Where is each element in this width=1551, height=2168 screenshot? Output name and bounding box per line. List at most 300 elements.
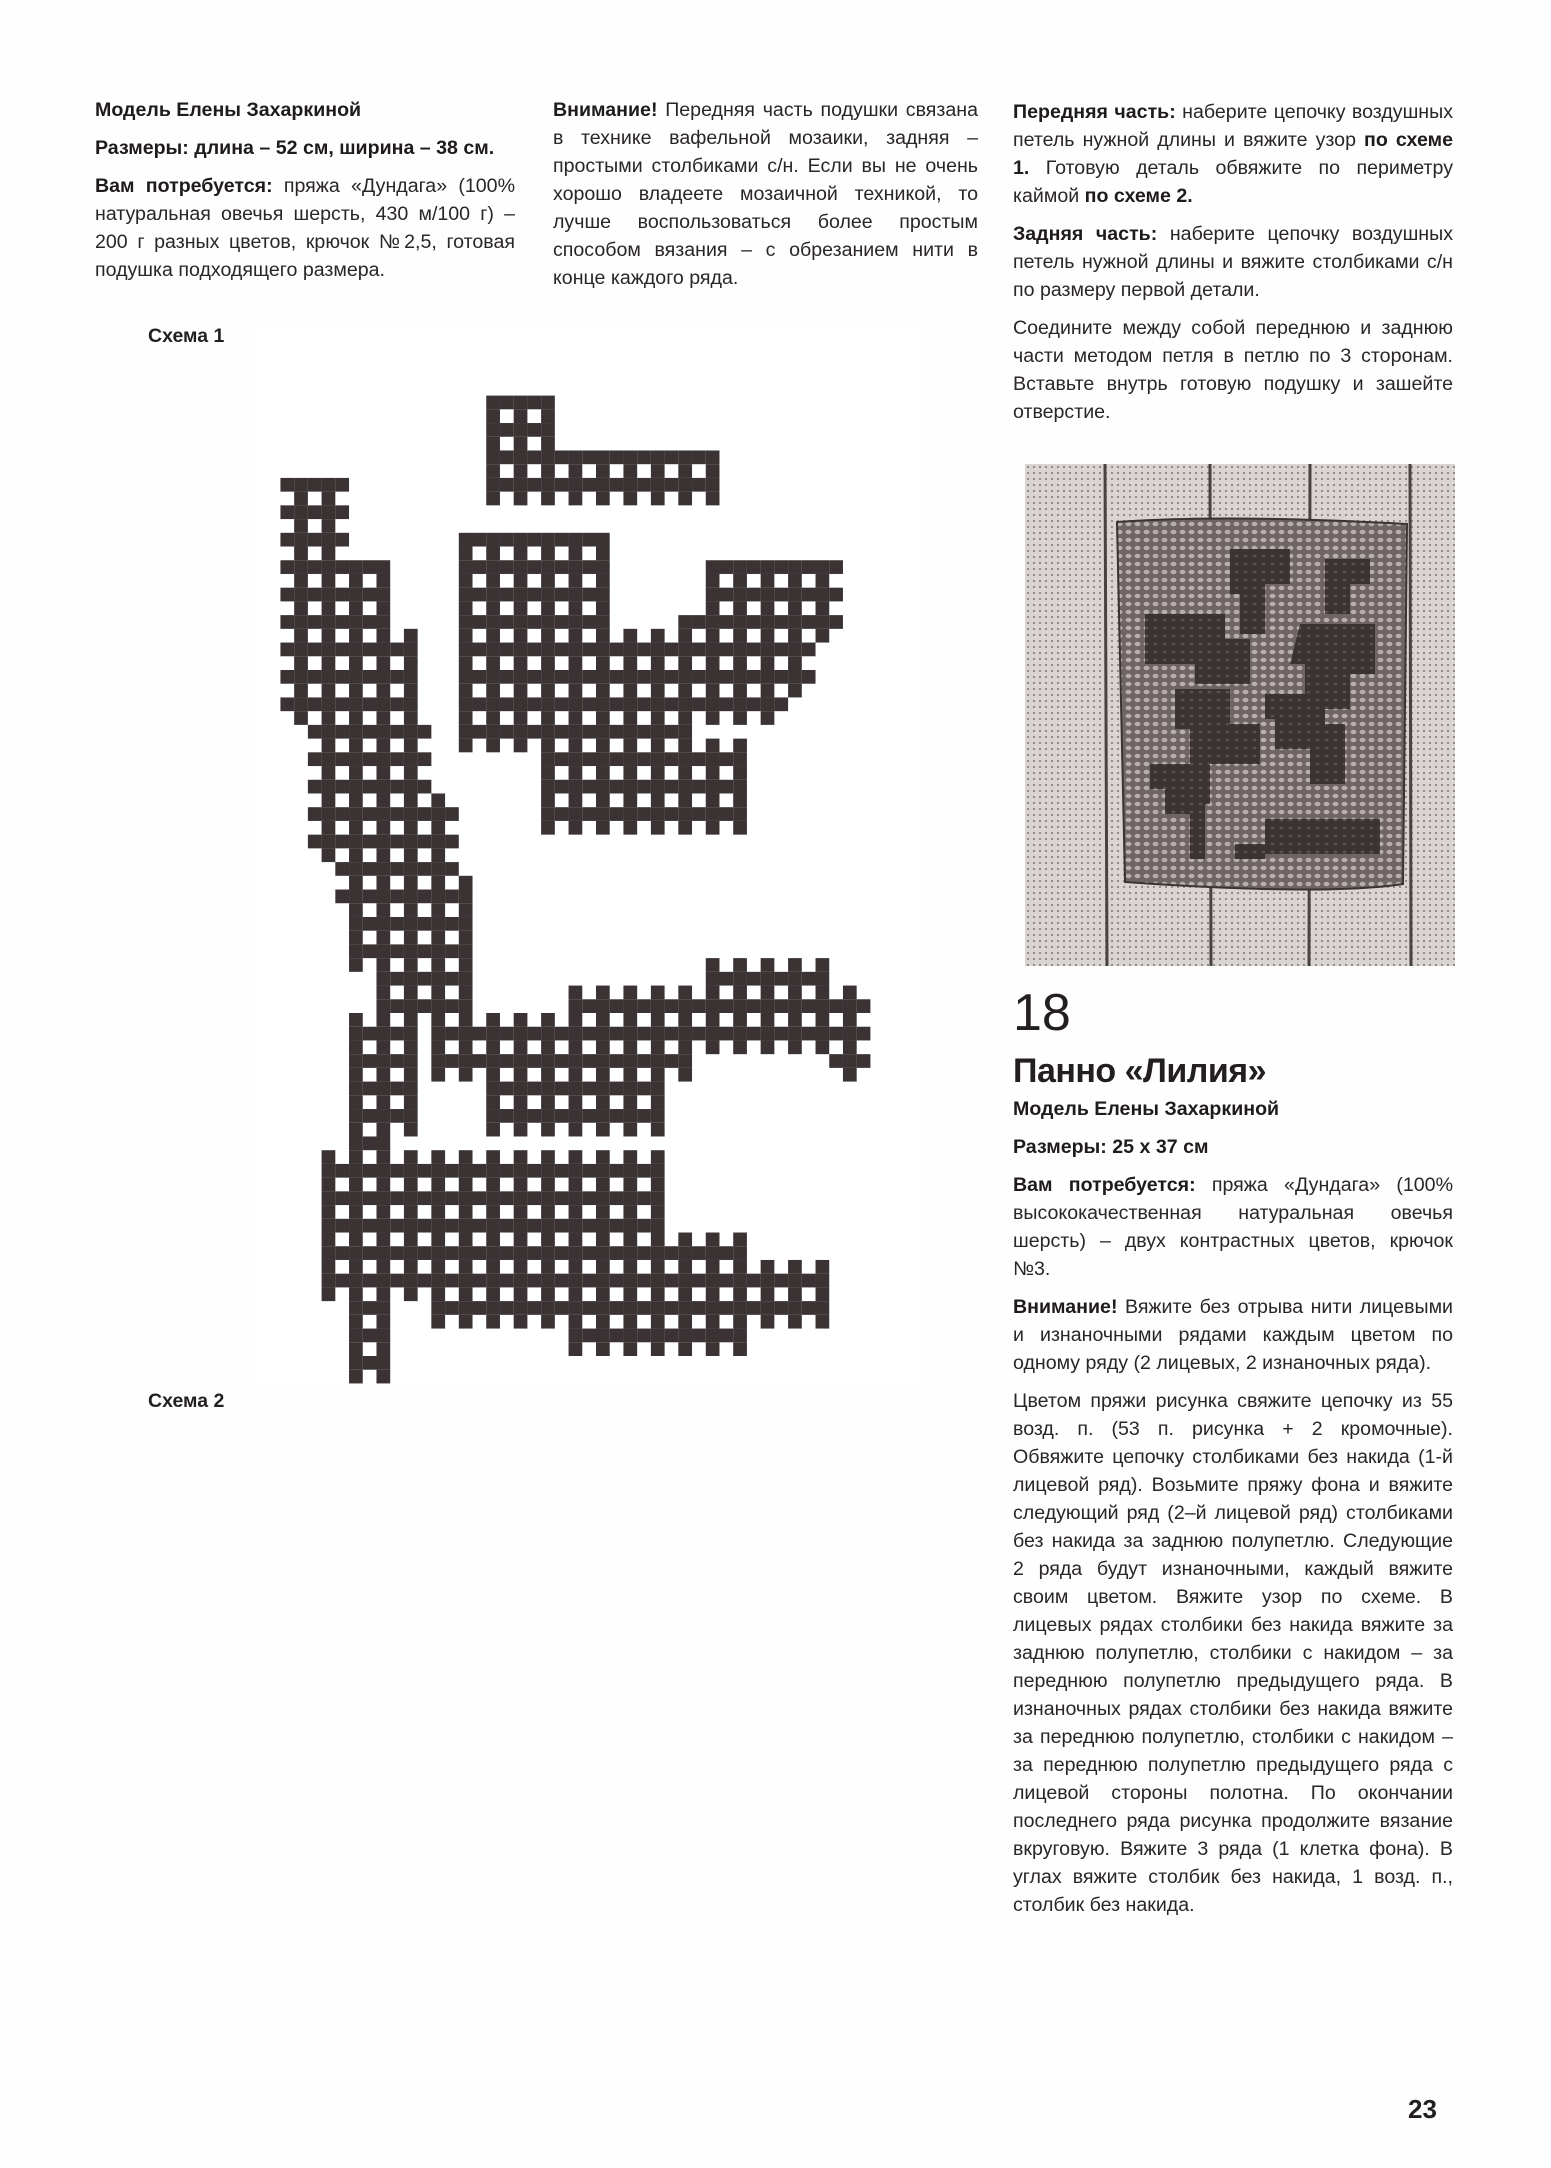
filled-cell bbox=[596, 739, 610, 753]
filled-cell bbox=[569, 1329, 583, 1343]
filled-cell bbox=[541, 1246, 555, 1260]
filled-cell bbox=[610, 670, 624, 684]
filled-cell bbox=[486, 601, 500, 615]
filled-cell bbox=[376, 574, 390, 588]
filled-cell bbox=[678, 999, 692, 1013]
filled-cell bbox=[418, 807, 432, 821]
filled-cell bbox=[376, 1068, 390, 1082]
filled-cell bbox=[665, 450, 679, 464]
filled-cell bbox=[651, 1315, 665, 1329]
filled-cell bbox=[541, 807, 555, 821]
filled-cell bbox=[596, 766, 610, 780]
filled-cell bbox=[514, 437, 528, 451]
filled-cell bbox=[376, 903, 390, 917]
filled-cell bbox=[582, 478, 596, 492]
filled-cell bbox=[706, 656, 720, 670]
filled-cell bbox=[582, 1109, 596, 1123]
filled-cell bbox=[527, 1054, 541, 1068]
filled-cell bbox=[404, 1068, 418, 1082]
filled-cell bbox=[473, 1191, 487, 1205]
filled-cell bbox=[623, 1095, 637, 1109]
filled-cell bbox=[308, 835, 322, 849]
filled-cell bbox=[596, 684, 610, 698]
filled-cell bbox=[788, 958, 802, 972]
filled-cell bbox=[376, 807, 390, 821]
filled-cell bbox=[733, 697, 747, 711]
filled-cell bbox=[486, 670, 500, 684]
filled-cell bbox=[363, 890, 377, 904]
filled-cell bbox=[376, 780, 390, 794]
filled-cell bbox=[349, 684, 363, 698]
filled-cell bbox=[294, 560, 308, 574]
project-attention-label: Внимание! bbox=[1013, 1296, 1118, 1318]
filled-cell bbox=[376, 944, 390, 958]
filled-cell bbox=[610, 1219, 624, 1233]
filled-cell bbox=[733, 1301, 747, 1315]
filled-cell bbox=[376, 1205, 390, 1219]
filled-cell bbox=[665, 670, 679, 684]
filled-cell bbox=[376, 1315, 390, 1329]
filled-cell bbox=[404, 917, 418, 931]
filled-cell bbox=[788, 560, 802, 574]
filled-cell bbox=[582, 1164, 596, 1178]
filled-cell bbox=[459, 876, 473, 890]
project-title: Панно «Лилия» bbox=[1013, 1052, 1267, 1090]
filled-cell bbox=[623, 1205, 637, 1219]
filled-cell bbox=[637, 1054, 651, 1068]
filled-cell bbox=[582, 1082, 596, 1096]
filled-cell bbox=[665, 1274, 679, 1288]
filled-cell bbox=[349, 1027, 363, 1041]
filled-cell bbox=[418, 1274, 432, 1288]
filled-cell bbox=[294, 643, 308, 657]
filled-cell bbox=[623, 821, 637, 835]
filled-cell bbox=[459, 684, 473, 698]
filled-cell bbox=[514, 1013, 528, 1027]
filled-cell bbox=[651, 1205, 665, 1219]
project-sizes: Размеры: 25 х 37 см bbox=[1013, 1136, 1209, 1158]
filled-cell bbox=[569, 725, 583, 739]
filled-cell bbox=[349, 615, 363, 629]
filled-cell bbox=[774, 1301, 788, 1315]
filled-cell bbox=[829, 999, 843, 1013]
filled-cell bbox=[582, 1027, 596, 1041]
filled-cell bbox=[404, 656, 418, 670]
filled-cell bbox=[569, 1068, 583, 1082]
filled-cell bbox=[719, 697, 733, 711]
filled-cell bbox=[363, 615, 377, 629]
filled-cell bbox=[582, 560, 596, 574]
filled-cell bbox=[459, 1301, 473, 1315]
filled-cell bbox=[802, 615, 816, 629]
filled-cell bbox=[514, 725, 528, 739]
filled-cell bbox=[376, 697, 390, 711]
filled-cell bbox=[678, 615, 692, 629]
filled-cell bbox=[569, 821, 583, 835]
filled-cell bbox=[349, 876, 363, 890]
filled-cell bbox=[541, 656, 555, 670]
filled-cell bbox=[541, 725, 555, 739]
filled-cell bbox=[376, 1040, 390, 1054]
filled-cell bbox=[486, 409, 500, 423]
filled-cell bbox=[349, 1068, 363, 1082]
filled-cell bbox=[678, 697, 692, 711]
filled-cell bbox=[418, 1219, 432, 1233]
filled-cell bbox=[404, 1027, 418, 1041]
filled-cell bbox=[349, 807, 363, 821]
filled-cell bbox=[514, 643, 528, 657]
filled-cell bbox=[473, 533, 487, 547]
filled-cell bbox=[651, 1287, 665, 1301]
filled-cell bbox=[486, 1013, 500, 1027]
filled-cell bbox=[486, 697, 500, 711]
filled-cell bbox=[431, 958, 445, 972]
filled-cell bbox=[706, 752, 720, 766]
filled-cell bbox=[486, 547, 500, 561]
filled-cell bbox=[582, 643, 596, 657]
filled-cell bbox=[541, 1287, 555, 1301]
filled-cell bbox=[555, 670, 569, 684]
filled-cell bbox=[651, 1054, 665, 1068]
filled-cell bbox=[349, 793, 363, 807]
filled-cell bbox=[445, 972, 459, 986]
filled-cell bbox=[431, 1233, 445, 1247]
filled-cell bbox=[569, 450, 583, 464]
filled-cell bbox=[431, 1054, 445, 1068]
filled-cell bbox=[719, 1329, 733, 1343]
filled-cell bbox=[678, 780, 692, 794]
filled-cell bbox=[651, 1274, 665, 1288]
filled-cell bbox=[541, 1068, 555, 1082]
filled-cell bbox=[541, 588, 555, 602]
filled-cell bbox=[541, 547, 555, 561]
filled-cell bbox=[733, 1287, 747, 1301]
filled-cell bbox=[514, 464, 528, 478]
filled-cell bbox=[733, 588, 747, 602]
filled-cell bbox=[623, 711, 637, 725]
filled-cell bbox=[788, 615, 802, 629]
filled-cell bbox=[486, 396, 500, 410]
filled-cell bbox=[761, 601, 775, 615]
filled-cell bbox=[349, 601, 363, 615]
filled-cell bbox=[349, 1178, 363, 1192]
filled-cell bbox=[390, 1164, 404, 1178]
filled-cell bbox=[678, 684, 692, 698]
filled-cell bbox=[569, 601, 583, 615]
filled-cell bbox=[514, 601, 528, 615]
filled-cell bbox=[527, 450, 541, 464]
filled-cell bbox=[651, 1301, 665, 1315]
filled-cell bbox=[569, 684, 583, 698]
attention-text: Передняя часть подушки связана в технике вафельной мозаики, задняя – простыми столбиками с/н. Если вы не очень хорошо владеете мозаичной техникой, то лучше воспользоваться более простым способом вязания – с обрезанием нити в конце каждого ряда. bbox=[553, 99, 978, 289]
filled-cell bbox=[541, 1013, 555, 1027]
filled-cell bbox=[569, 656, 583, 670]
filled-cell bbox=[761, 670, 775, 684]
filled-cell bbox=[555, 560, 569, 574]
filled-cell bbox=[555, 752, 569, 766]
filled-cell bbox=[349, 1150, 363, 1164]
filled-cell bbox=[335, 560, 349, 574]
filled-cell bbox=[459, 999, 473, 1013]
filled-cell bbox=[335, 478, 349, 492]
filled-cell bbox=[774, 697, 788, 711]
filled-cell bbox=[514, 656, 528, 670]
filled-cell bbox=[788, 1315, 802, 1329]
filled-cell bbox=[322, 1233, 336, 1247]
filled-cell bbox=[486, 1315, 500, 1329]
filled-cell bbox=[363, 1329, 377, 1343]
filled-cell bbox=[349, 1164, 363, 1178]
filled-cell bbox=[376, 1027, 390, 1041]
filled-cell bbox=[733, 972, 747, 986]
filled-cell bbox=[678, 1040, 692, 1054]
filled-cell bbox=[486, 656, 500, 670]
filled-cell bbox=[363, 588, 377, 602]
filled-cell bbox=[404, 1219, 418, 1233]
filled-cell bbox=[363, 697, 377, 711]
filled-cell bbox=[514, 1233, 528, 1247]
filled-cell bbox=[637, 1246, 651, 1260]
filled-cell bbox=[761, 1315, 775, 1329]
filled-cell bbox=[376, 793, 390, 807]
filled-cell bbox=[665, 752, 679, 766]
filled-cell bbox=[349, 711, 363, 725]
filled-cell bbox=[514, 1301, 528, 1315]
filled-cell bbox=[569, 1164, 583, 1178]
filled-cell bbox=[376, 1329, 390, 1343]
filled-cell bbox=[390, 890, 404, 904]
filled-cell bbox=[445, 1246, 459, 1260]
filled-cell bbox=[596, 1191, 610, 1205]
filled-cell bbox=[706, 972, 720, 986]
filled-cell bbox=[445, 1274, 459, 1288]
filled-cell bbox=[555, 1082, 569, 1096]
filled-cell bbox=[596, 1164, 610, 1178]
filled-cell bbox=[527, 1109, 541, 1123]
filled-cell bbox=[322, 643, 336, 657]
filled-cell bbox=[280, 478, 294, 492]
filled-cell bbox=[335, 752, 349, 766]
filled-cell bbox=[706, 1329, 720, 1343]
filled-cell bbox=[596, 1178, 610, 1192]
filled-cell bbox=[431, 1191, 445, 1205]
filled-cell bbox=[596, 533, 610, 547]
filled-cell bbox=[678, 766, 692, 780]
filled-cell bbox=[486, 629, 500, 643]
filled-cell bbox=[527, 423, 541, 437]
filled-cell bbox=[706, 711, 720, 725]
filled-cell bbox=[322, 1219, 336, 1233]
filled-cell bbox=[541, 1150, 555, 1164]
filled-cell bbox=[843, 1013, 857, 1027]
filled-cell bbox=[569, 547, 583, 561]
filled-cell bbox=[335, 835, 349, 849]
filled-cell bbox=[692, 697, 706, 711]
filled-cell bbox=[486, 588, 500, 602]
filled-cell bbox=[376, 1123, 390, 1137]
filled-cell bbox=[569, 1246, 583, 1260]
filled-cell bbox=[459, 931, 473, 945]
filled-cell bbox=[459, 1246, 473, 1260]
filled-cell bbox=[280, 533, 294, 547]
filled-cell bbox=[500, 643, 514, 657]
filled-cell bbox=[376, 766, 390, 780]
filled-cell bbox=[459, 588, 473, 602]
filled-cell bbox=[610, 1329, 624, 1343]
filled-cell bbox=[445, 1164, 459, 1178]
filled-cell bbox=[596, 1315, 610, 1329]
filled-cell bbox=[363, 1301, 377, 1315]
filled-cell bbox=[733, 986, 747, 1000]
filled-cell bbox=[569, 588, 583, 602]
filled-cell bbox=[747, 1274, 761, 1288]
filled-cell bbox=[431, 1027, 445, 1041]
filled-cell bbox=[596, 601, 610, 615]
filled-cell bbox=[610, 1109, 624, 1123]
filled-cell bbox=[431, 1274, 445, 1288]
filled-cell bbox=[733, 999, 747, 1013]
filled-cell bbox=[363, 1027, 377, 1041]
filled-cell bbox=[376, 1164, 390, 1178]
filled-cell bbox=[747, 560, 761, 574]
filled-cell bbox=[569, 629, 583, 643]
filled-cell bbox=[500, 1027, 514, 1041]
filled-cell bbox=[555, 780, 569, 794]
filled-cell bbox=[761, 560, 775, 574]
filled-cell bbox=[431, 1150, 445, 1164]
filled-cell bbox=[486, 437, 500, 451]
filled-cell bbox=[733, 1329, 747, 1343]
filled-cell bbox=[569, 1013, 583, 1027]
filled-cell bbox=[541, 670, 555, 684]
filled-cell bbox=[637, 643, 651, 657]
front-part-bold-2: по схеме 2. bbox=[1084, 185, 1193, 207]
filled-cell bbox=[569, 643, 583, 657]
filled-cell bbox=[376, 588, 390, 602]
filled-cell bbox=[541, 1040, 555, 1054]
filled-cell bbox=[555, 697, 569, 711]
filled-cell bbox=[376, 656, 390, 670]
filled-cell bbox=[623, 766, 637, 780]
filled-cell bbox=[404, 1013, 418, 1027]
filled-cell bbox=[706, 1342, 720, 1356]
filled-cell bbox=[802, 643, 816, 657]
filled-cell bbox=[733, 739, 747, 753]
filled-cell bbox=[596, 450, 610, 464]
filled-cell bbox=[678, 464, 692, 478]
filled-cell bbox=[500, 1109, 514, 1123]
filled-cell bbox=[733, 615, 747, 629]
filled-cell bbox=[363, 944, 377, 958]
filled-cell bbox=[555, 533, 569, 547]
filled-cell bbox=[322, 1164, 336, 1178]
filled-cell bbox=[294, 505, 308, 519]
filled-cell bbox=[514, 1287, 528, 1301]
filled-cell bbox=[651, 1027, 665, 1041]
filled-cell bbox=[541, 560, 555, 574]
filled-cell bbox=[459, 903, 473, 917]
filled-cell bbox=[459, 533, 473, 547]
filled-cell bbox=[733, 670, 747, 684]
filled-cell bbox=[651, 464, 665, 478]
filled-cell bbox=[322, 533, 336, 547]
filled-cell bbox=[747, 615, 761, 629]
filled-cell bbox=[376, 1013, 390, 1027]
filled-cell bbox=[623, 643, 637, 657]
filled-cell bbox=[719, 1274, 733, 1288]
filled-cell bbox=[623, 464, 637, 478]
filled-cell bbox=[514, 1082, 528, 1096]
filled-cell bbox=[610, 643, 624, 657]
filled-cell bbox=[651, 1123, 665, 1137]
filled-cell bbox=[541, 450, 555, 464]
filled-cell bbox=[761, 972, 775, 986]
filled-cell bbox=[322, 1274, 336, 1288]
filled-cell bbox=[610, 697, 624, 711]
filled-cell bbox=[404, 821, 418, 835]
filled-cell bbox=[623, 1082, 637, 1096]
filled-cell bbox=[527, 725, 541, 739]
filled-cell bbox=[651, 478, 665, 492]
filled-cell bbox=[322, 615, 336, 629]
filled-cell bbox=[733, 1233, 747, 1247]
filled-cell bbox=[308, 725, 322, 739]
filled-cell bbox=[651, 1150, 665, 1164]
filled-cell bbox=[569, 1301, 583, 1315]
filled-cell bbox=[582, 1219, 596, 1233]
filled-cell bbox=[459, 1315, 473, 1329]
filled-cell bbox=[761, 1027, 775, 1041]
filled-cell bbox=[335, 890, 349, 904]
filled-cell bbox=[390, 1246, 404, 1260]
filled-cell bbox=[322, 1287, 336, 1301]
filled-cell bbox=[678, 1315, 692, 1329]
filled-cell bbox=[541, 1260, 555, 1274]
filled-cell bbox=[431, 931, 445, 945]
filled-cell bbox=[308, 615, 322, 629]
filled-cell bbox=[555, 1219, 569, 1233]
filled-cell bbox=[569, 615, 583, 629]
filled-cell bbox=[376, 999, 390, 1013]
filled-cell bbox=[678, 1054, 692, 1068]
filled-cell bbox=[445, 999, 459, 1013]
filled-cell bbox=[459, 1219, 473, 1233]
filled-cell bbox=[459, 1027, 473, 1041]
filled-cell bbox=[363, 643, 377, 657]
filled-cell bbox=[486, 560, 500, 574]
filled-cell bbox=[596, 999, 610, 1013]
filled-cell bbox=[349, 1315, 363, 1329]
filled-cell bbox=[486, 711, 500, 725]
filled-cell bbox=[459, 944, 473, 958]
filled-cell bbox=[322, 848, 336, 862]
filled-cell bbox=[582, 725, 596, 739]
filled-cell bbox=[706, 766, 720, 780]
filled-cell bbox=[473, 560, 487, 574]
filled-cell bbox=[486, 1301, 500, 1315]
filled-cell bbox=[596, 547, 610, 561]
filled-cell bbox=[637, 725, 651, 739]
filled-cell bbox=[637, 1301, 651, 1315]
filled-cell bbox=[418, 752, 432, 766]
filled-cell bbox=[610, 1054, 624, 1068]
filled-cell bbox=[678, 656, 692, 670]
filled-cell bbox=[404, 1109, 418, 1123]
filled-cell bbox=[390, 725, 404, 739]
filled-cell bbox=[623, 1109, 637, 1123]
back-part-label: Задняя часть: bbox=[1013, 223, 1158, 245]
filled-cell bbox=[500, 560, 514, 574]
